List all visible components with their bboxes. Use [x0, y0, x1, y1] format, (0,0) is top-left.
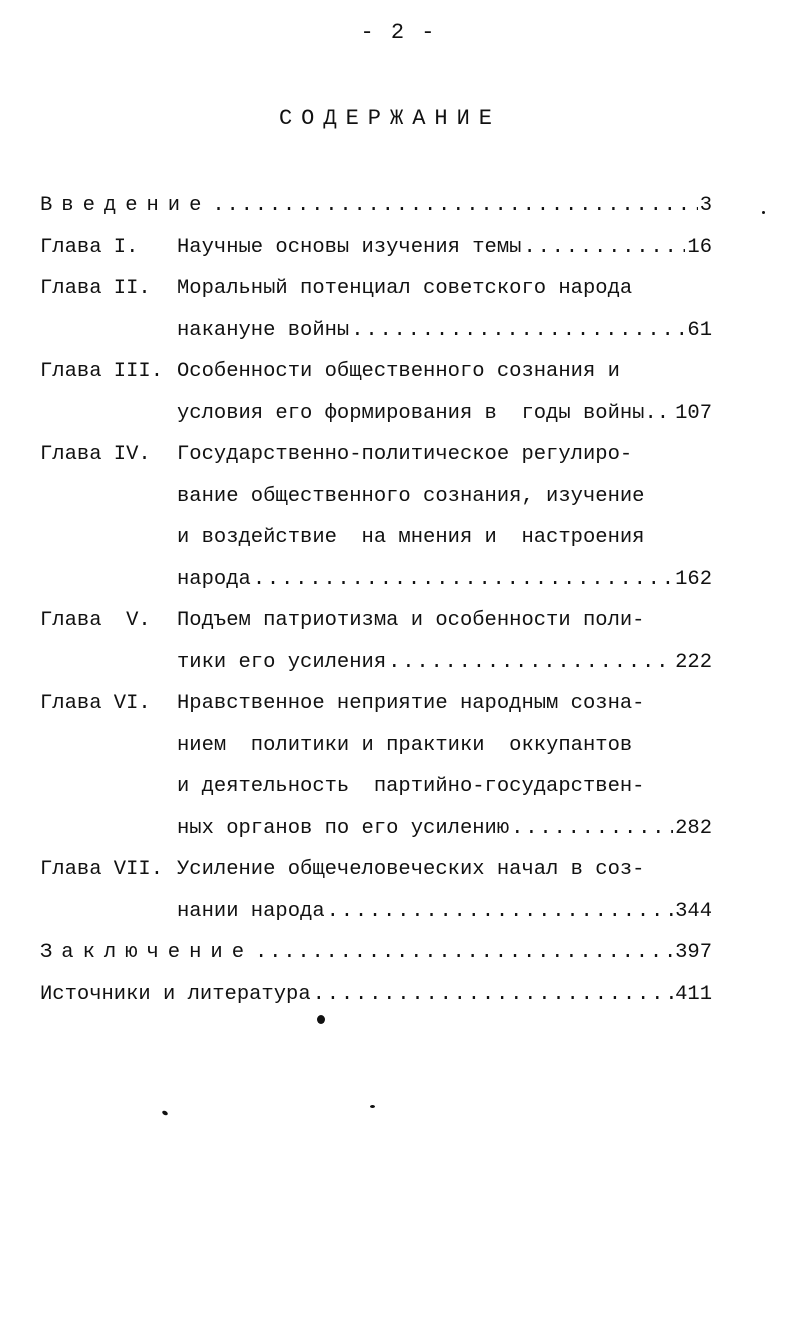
toc-entry-title: нании народа [177, 899, 325, 923]
toc-entry-chapter-1 [40, 232, 712, 274]
leader-dots [657, 398, 675, 430]
toc-entry-title: Заключение [40, 941, 254, 964]
toc-entry-title-line: и деятельность партийно-государствен- [177, 775, 645, 798]
toc-page-number: 3 [699, 194, 712, 217]
toc-page-number: 16 [687, 235, 712, 259]
leader-dots [313, 979, 673, 1011]
toc-page-number: 222 [675, 650, 712, 674]
toc-entry-title-line: нием политики и практики оккупантов [177, 733, 633, 757]
chapter-label: Глава V. [40, 609, 151, 632]
chapter-label: Глава II. [40, 277, 151, 300]
scan-speck [370, 1105, 375, 1108]
toc-entry-title-line: Подъем патриотизма и особенности поли- [177, 609, 645, 632]
leader-dots [327, 896, 673, 928]
leader-dots [351, 315, 685, 347]
toc-entry-sources [40, 979, 712, 1021]
toc-entry-title-line: Государственно-политическое регулиро- [177, 443, 633, 466]
scan-speck [161, 1110, 168, 1116]
toc-page-number: 162 [675, 567, 712, 591]
leader-dots [253, 564, 673, 596]
chapter-label: Глава I. [40, 235, 139, 259]
chapter-label: Глава VI. [40, 692, 151, 715]
leader-dots [255, 937, 673, 969]
scan-speck [762, 211, 765, 214]
toc-entry-conclusion [40, 937, 712, 979]
page-number: - 2 - [360, 20, 437, 45]
leader-dots [511, 813, 673, 845]
toc-entry-title-line: Усиление общечеловеческих начал в соз- [177, 858, 645, 881]
chapter-label: Глава VII. [40, 858, 164, 881]
leader-dots [523, 232, 685, 264]
leader-dots [388, 647, 673, 679]
toc-page-number: 107 [675, 401, 712, 425]
toc-page-number: 61 [687, 318, 712, 342]
chapter-label: Глава III. [40, 360, 164, 383]
leader-dots [212, 190, 697, 222]
toc-entry-title: ных органов по его усилению [177, 816, 510, 840]
toc-entry-chapter-6 [40, 688, 712, 854]
toc-entry-title-line: и воздействие на мнения и настроения [177, 526, 645, 549]
toc-entry-title-line: Особенности общественного сознания и [177, 360, 620, 383]
toc-page-number: 397 [675, 941, 712, 964]
toc-entry-title: тики его усиления [177, 650, 387, 674]
toc-entry-title: Научные основы изучения темы [177, 235, 522, 259]
table-of-contents [40, 190, 712, 1020]
toc-entry-chapter-2 [40, 273, 712, 356]
toc-entry-title-line: Нравственное неприятие народным созна- [177, 692, 645, 715]
toc-entry-title: Источники и литература [40, 982, 311, 1006]
document-title: СОДЕРЖАНИЕ [278, 106, 502, 131]
toc-entry-title-line: Моральный потенциал советского народа [177, 277, 633, 300]
toc-entry-title-line: вание общественного сознания, изучение [177, 484, 645, 508]
toc-page-number: 344 [675, 899, 712, 923]
toc-entry-title: накануне войны [177, 318, 350, 342]
toc-entry-title: Введение [40, 194, 211, 217]
scan-speck [317, 1015, 325, 1024]
toc-entry-chapter-7 [40, 854, 712, 937]
toc-entry-chapter-3 [40, 356, 712, 439]
toc-page-number: 282 [675, 816, 712, 840]
toc-entry-chapter-4 [40, 439, 712, 605]
toc-page-number: 411 [675, 982, 712, 1006]
toc-entry-chapter-5 [40, 605, 712, 688]
toc-entry-title: народа [177, 567, 251, 591]
toc-entry-introduction [40, 190, 712, 232]
chapter-label: Глава IV. [40, 443, 151, 466]
toc-entry-title: условия его формирования в годы войны. [177, 401, 657, 425]
